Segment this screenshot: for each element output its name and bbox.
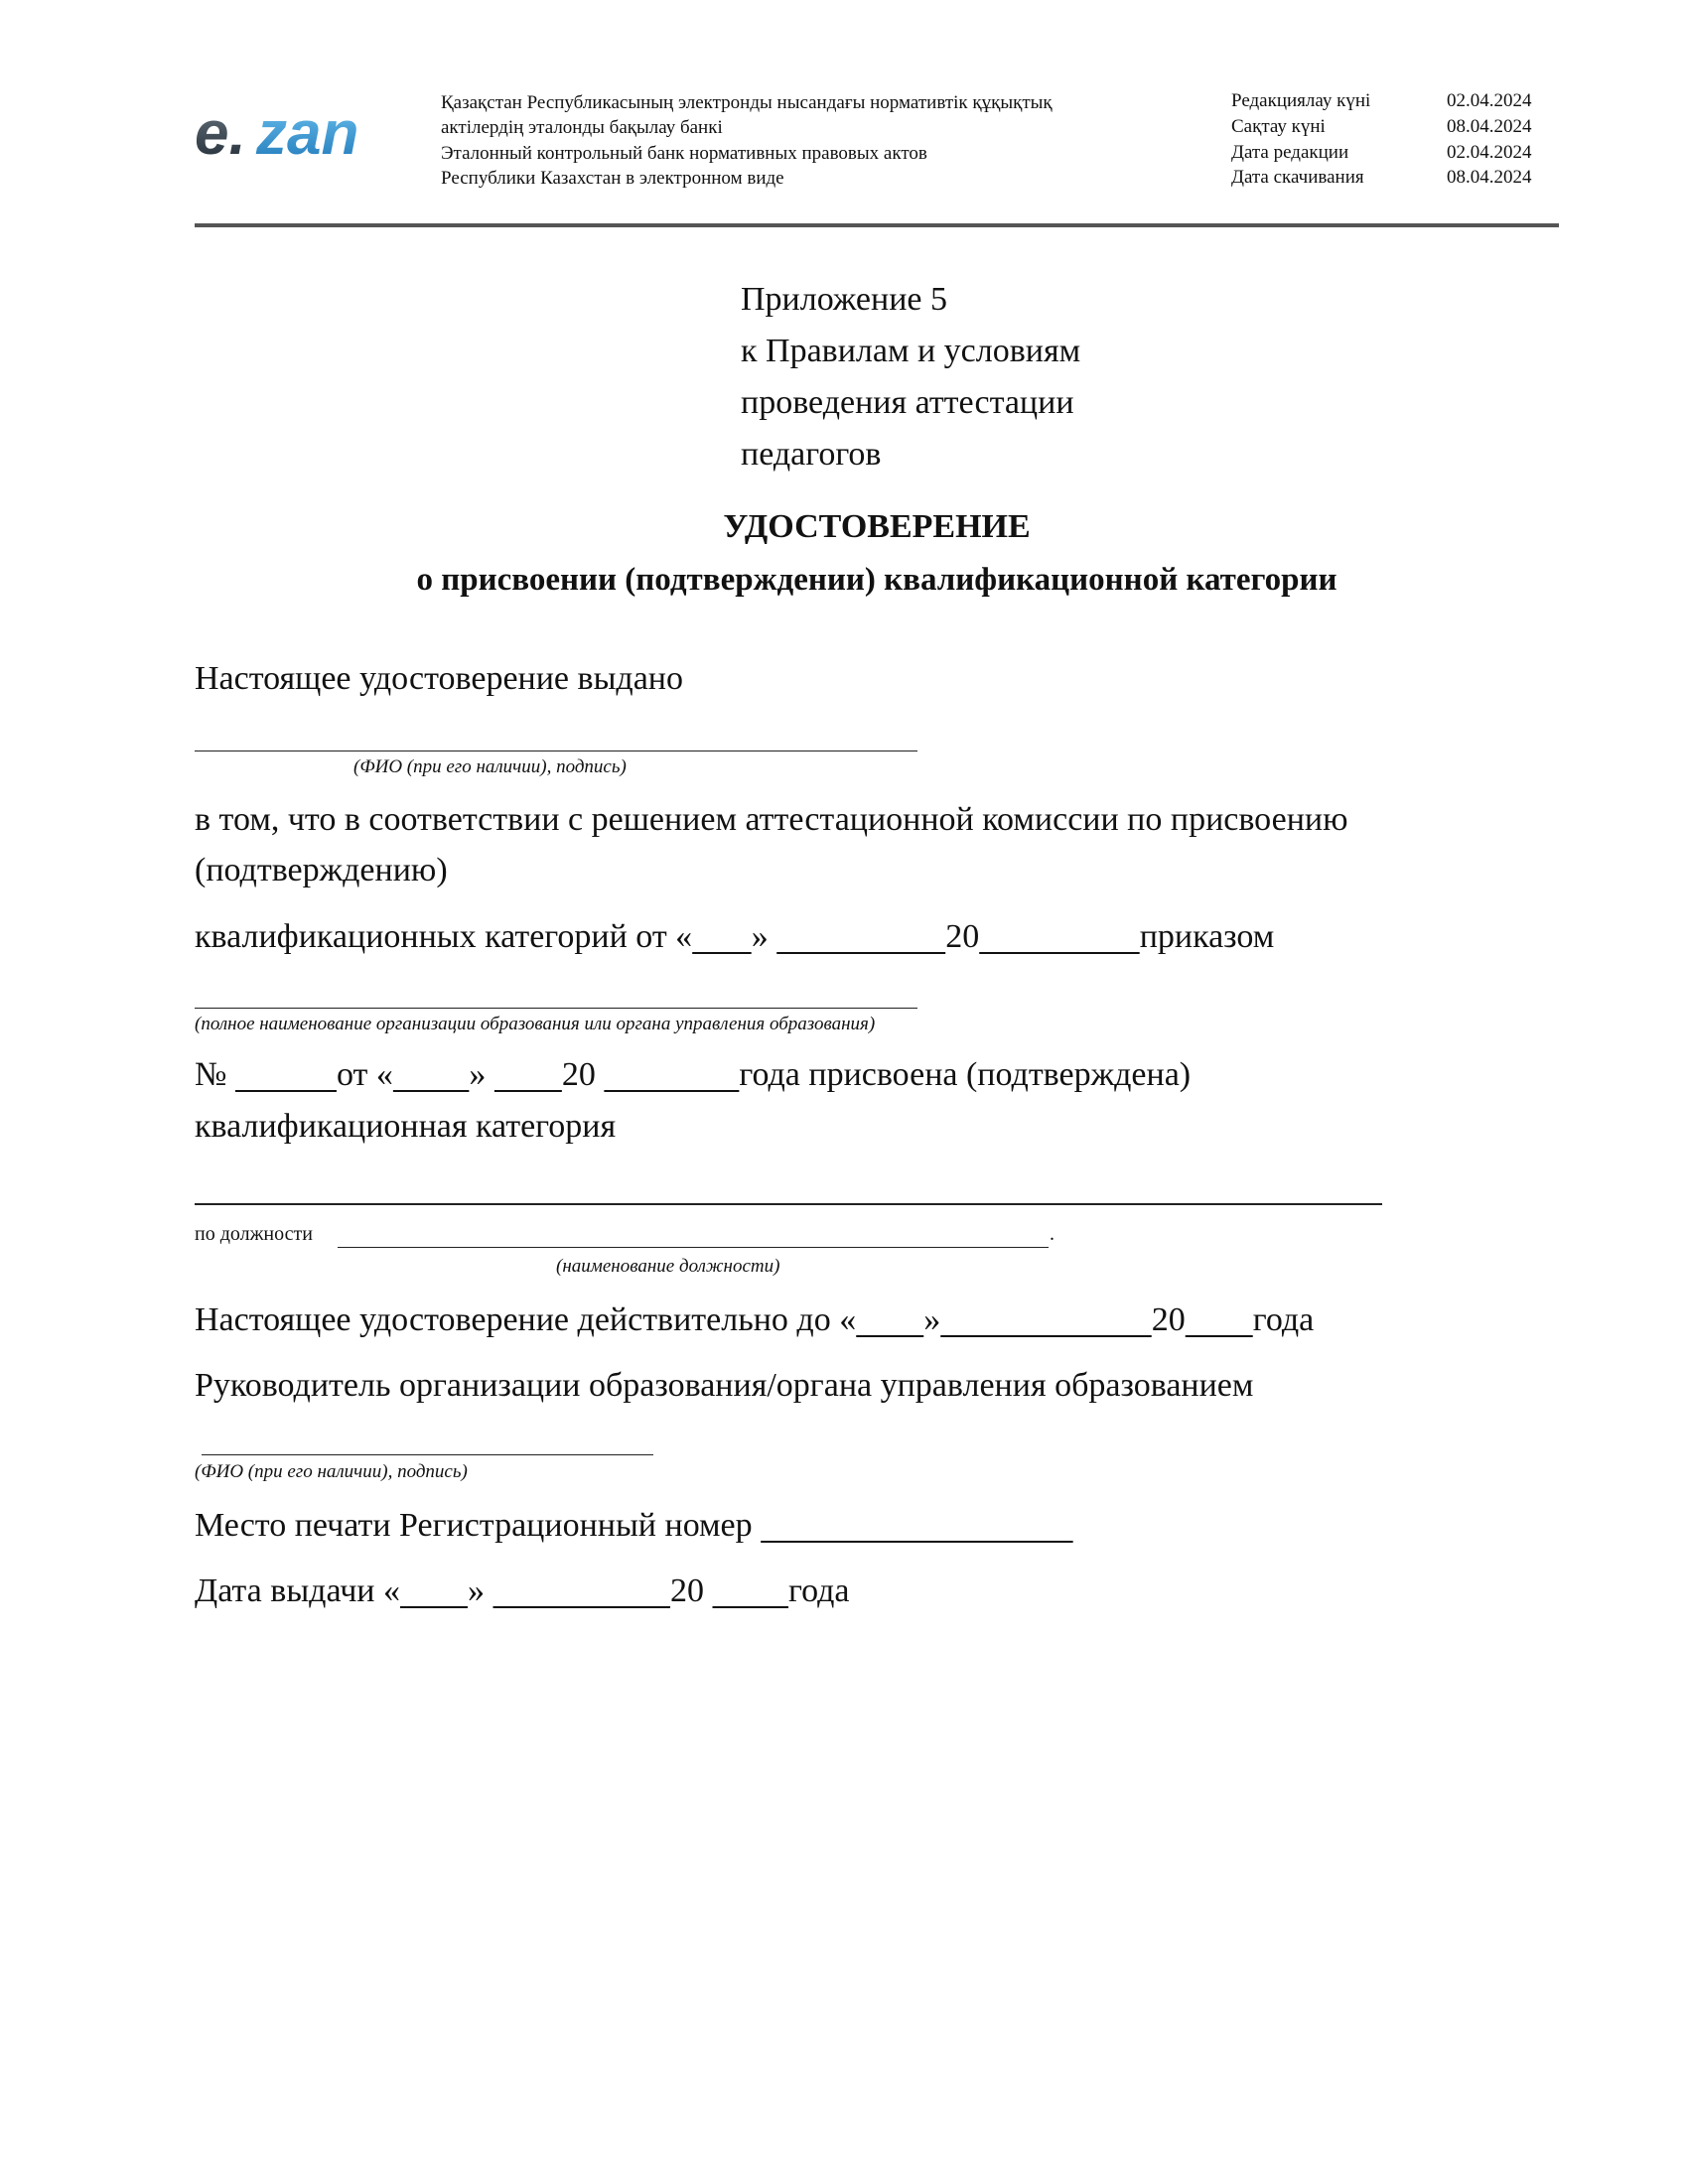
qual-cat-year: 20 bbox=[945, 918, 980, 955]
qual-cat-suffix: приказом bbox=[1139, 918, 1275, 955]
valid-day-blank bbox=[856, 1301, 923, 1338]
order-month-blank bbox=[494, 1056, 562, 1093]
order-day-blank bbox=[393, 1056, 470, 1093]
meta-row bbox=[1231, 114, 1532, 140]
appendix-line: педагогов bbox=[741, 436, 882, 473]
source-line: Республики Казахстан в электронном виде bbox=[441, 167, 784, 189]
order-year-blank bbox=[604, 1056, 739, 1093]
appendix-line: к Правилам и условиям bbox=[741, 333, 1081, 369]
issue-month-blank bbox=[493, 1572, 671, 1609]
qualification-category-label: квалификационная категория bbox=[195, 1108, 617, 1145]
valid-close: » bbox=[923, 1301, 941, 1338]
issue-close: » bbox=[468, 1572, 493, 1609]
appendix-line: Приложение 5 bbox=[741, 281, 947, 318]
document-subtitle: о присвоении (подтверждении) квалификационной категории bbox=[416, 562, 1337, 598]
seal-registration-line bbox=[195, 1507, 1073, 1545]
valid-suffix: года bbox=[1252, 1301, 1315, 1338]
meta-label: Редакциялау күні bbox=[1231, 90, 1371, 111]
ezan-logo bbox=[195, 99, 393, 169]
position-end: . bbox=[1050, 1223, 1055, 1245]
category-fill-line bbox=[195, 1203, 1382, 1205]
header-divider bbox=[195, 223, 1559, 227]
qual-cat-close: » bbox=[751, 918, 777, 955]
issue-date-label: Дата выдачи « bbox=[195, 1572, 400, 1609]
year-blank bbox=[979, 918, 1140, 955]
organization-caption: (полное наименование организации образования или органа управления образования) bbox=[195, 1014, 876, 1034]
month-blank bbox=[776, 918, 945, 955]
valid-year: 20 bbox=[1151, 1301, 1186, 1338]
valid-year-blank bbox=[1186, 1301, 1253, 1338]
position-line bbox=[195, 1223, 313, 1246]
issue-day-blank bbox=[400, 1572, 468, 1609]
appendix-line: проведения аттестации bbox=[741, 384, 1074, 421]
source-description bbox=[441, 90, 1053, 191]
registration-number-blank bbox=[761, 1507, 1073, 1544]
issue-date-line bbox=[195, 1572, 850, 1610]
valid-month-blank bbox=[940, 1301, 1152, 1338]
issue-year-blank bbox=[713, 1572, 789, 1609]
order-close: » bbox=[469, 1056, 494, 1093]
meta-label: Дата скачивания bbox=[1231, 167, 1364, 189]
meta-label: Дата редакции bbox=[1231, 141, 1349, 163]
qual-cat-prefix: квалификационных категорий от « bbox=[195, 918, 693, 955]
svg-text:zan: zan bbox=[256, 99, 359, 168]
meta-value: 08.04.2024 bbox=[1447, 115, 1532, 137]
order-suffix: года присвоена (подтверждена) bbox=[739, 1056, 1192, 1093]
document-dates bbox=[1231, 88, 1532, 191]
source-line: актілердің эталонды бақылау банкі bbox=[441, 117, 723, 139]
issue-year: 20 bbox=[670, 1572, 713, 1609]
validity-line bbox=[195, 1301, 1314, 1339]
meta-value: 02.04.2024 bbox=[1447, 141, 1532, 163]
fio-caption: (ФИО (при его наличии), подпись) bbox=[353, 756, 627, 777]
day-blank bbox=[692, 918, 752, 955]
meta-row bbox=[1231, 88, 1532, 114]
meta-label: Сақтау күні bbox=[1231, 115, 1326, 137]
head-of-organization: Руководитель организации образования/органа управления образованием bbox=[195, 1367, 1254, 1404]
seal-registration-label: Место печати Регистрационный номер bbox=[195, 1507, 762, 1544]
appendix-reference bbox=[741, 274, 1080, 480]
head-caption: (ФИО (при его наличии), подпись) bbox=[195, 1461, 468, 1482]
valid-until: Настоящее удостоверение действительно до « bbox=[195, 1301, 857, 1338]
position-fill-line bbox=[338, 1247, 1049, 1248]
position-label: по должности bbox=[195, 1223, 313, 1245]
order-line bbox=[195, 1056, 1191, 1094]
meta-row bbox=[1231, 165, 1532, 191]
issue-suffix: года bbox=[788, 1572, 850, 1609]
source-line: Қазақстан Республикасының электронды нысандағы нормативтік құқықтық bbox=[441, 92, 1053, 113]
decision-text-line2: (подтверждению) bbox=[195, 852, 448, 888]
source-line: Эталонный контрольный банк нормативных правовых актов bbox=[441, 142, 927, 164]
order-year: 20 bbox=[561, 1056, 605, 1093]
meta-value: 08.04.2024 bbox=[1447, 167, 1532, 189]
qualification-categories-line bbox=[195, 918, 1274, 956]
head-signature-line bbox=[202, 1454, 653, 1455]
svg-text:e.: e. bbox=[195, 99, 246, 168]
document-title: УДОСТОВЕРЕНИЕ bbox=[723, 508, 1031, 545]
meta-row bbox=[1231, 140, 1532, 166]
order-no-blank bbox=[235, 1056, 337, 1093]
meta-value: 02.04.2024 bbox=[1447, 90, 1532, 111]
order-from: от « bbox=[336, 1056, 393, 1093]
order-no-label: № bbox=[195, 1056, 235, 1093]
issued-to-text: Настоящее удостоверение выдано bbox=[195, 660, 684, 697]
decision-text-line1: в том, что в соответствии с решением аттестационной комиссии по присвоению bbox=[195, 801, 1348, 838]
organization-fill-line bbox=[195, 1008, 917, 1009]
position-caption: (наименование должности) bbox=[556, 1256, 780, 1277]
